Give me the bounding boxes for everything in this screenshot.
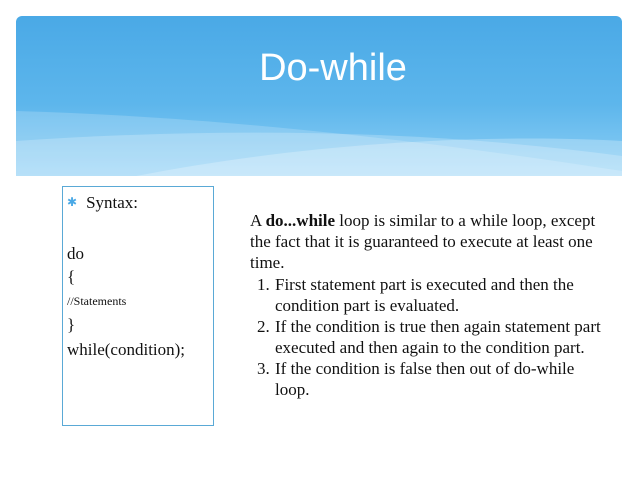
keyword-bold: do...while [265,211,336,230]
list-item: 3. If the condition is false then out of do-while loop. [274,358,606,400]
bullet-star-icon: ✱ [67,195,78,209]
code-line: } [67,315,76,334]
code-line: //Statements [67,294,127,308]
steps-list [250,274,606,400]
list-item: 2. If the condition is true then again statement part executed and then again to the condition part. [274,316,606,358]
code-line: do [67,244,84,263]
code-line: while(condition); [67,340,186,359]
code-line: { [67,267,76,286]
banner-waves [16,16,622,176]
syntax-heading [67,193,138,213]
syntax-heading-text: Syntax: [86,193,139,212]
list-item: 1. First statement part is executed and then the condition part is evaluated. [274,274,606,316]
slide-title: Do-while [259,47,407,89]
title-banner [16,16,622,176]
description-intro: A do...while loop is similar to a while loop, except the fact that it is guaranteed to execute at least one time. [250,211,596,272]
description [250,210,606,400]
